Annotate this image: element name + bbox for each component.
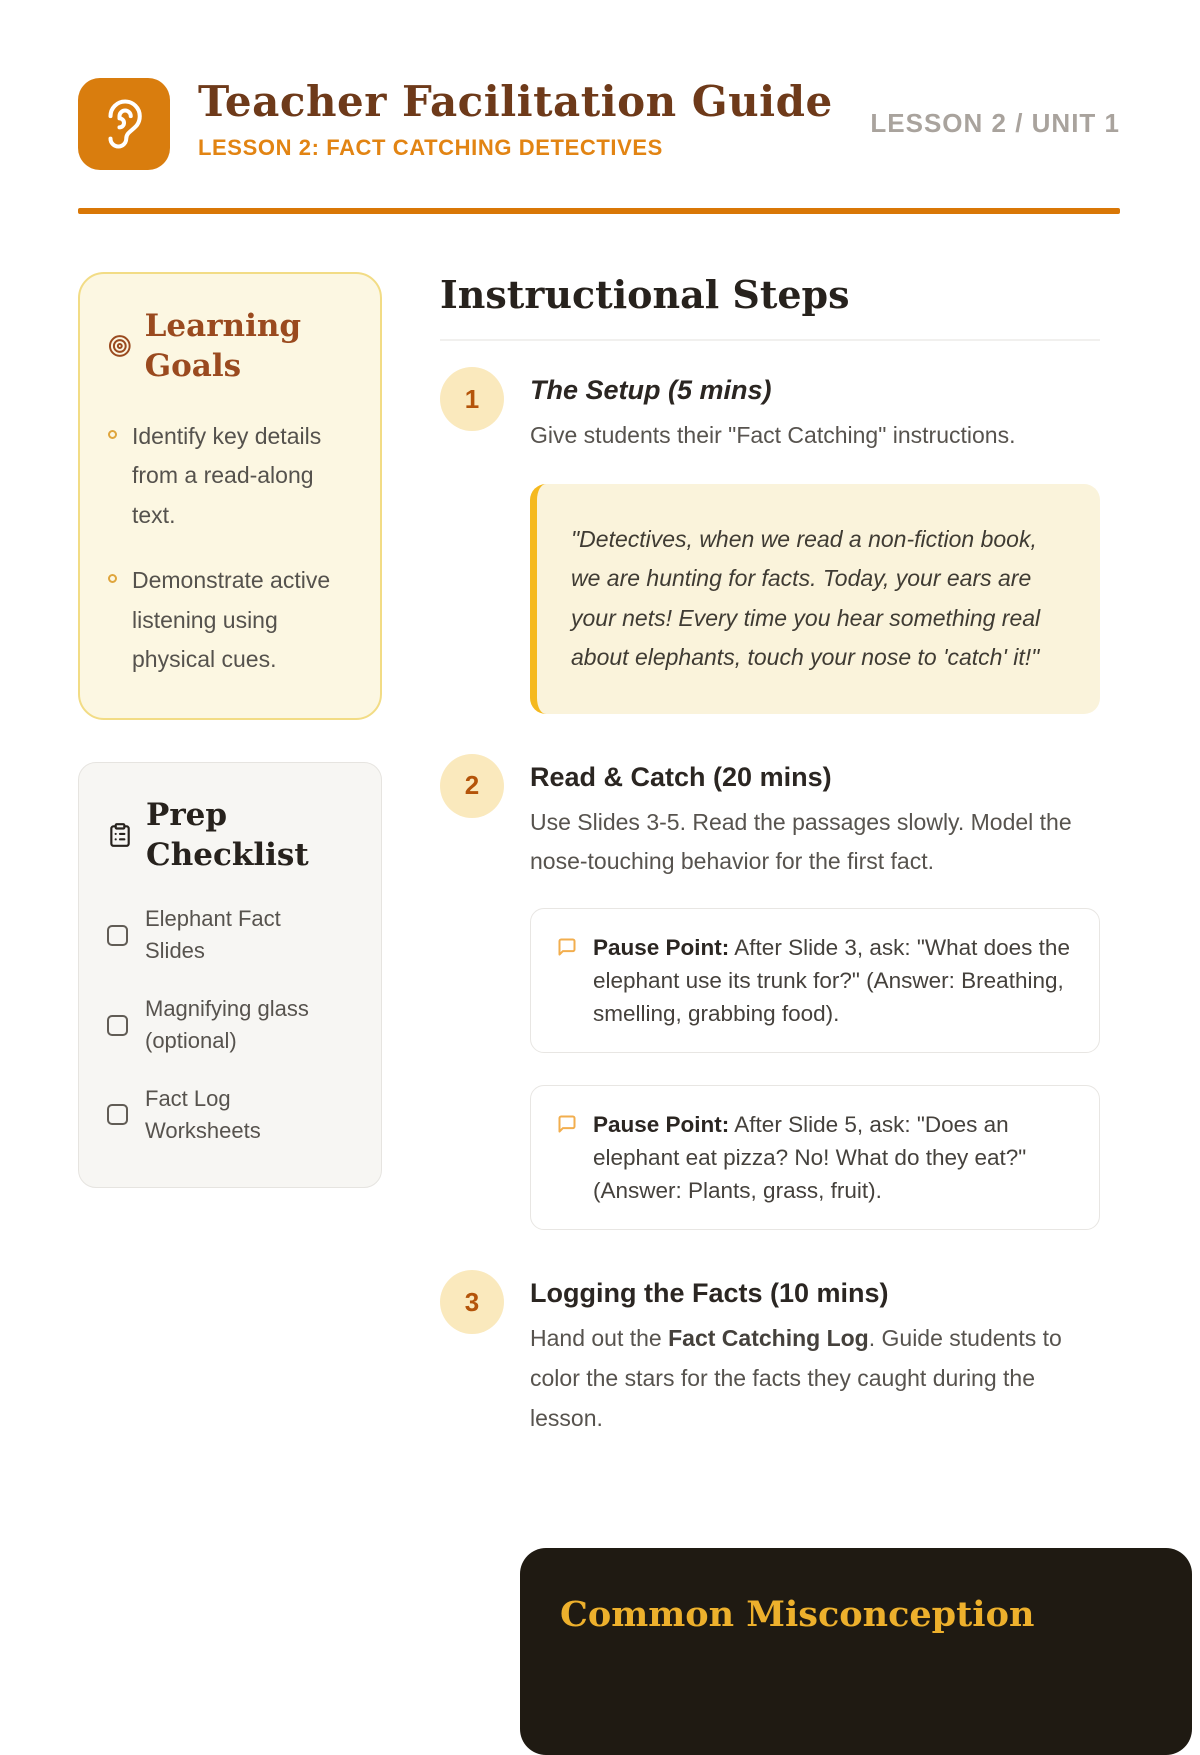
content-layout: [78, 272, 1120, 1478]
target-icon: [108, 331, 132, 361]
step-1: [440, 367, 1100, 714]
step-3: [440, 1270, 1100, 1438]
step-number-badge: 3: [440, 1270, 504, 1334]
step-description: Give students their "Fact Catching" instructions.: [530, 422, 1016, 449]
learning-goals-header: [108, 306, 352, 387]
clipboard-icon: [107, 819, 133, 851]
pause-point-text: After Slide 3, ask: "What does the elephant use its trunk for?" (Answer: Breathing, smelling, grabbing food).: [593, 935, 1070, 1027]
misconception-title: Common Misconception: [560, 1594, 1035, 1636]
pause-point-text-block: [593, 931, 1073, 1030]
pause-point-label: Pause Point:: [593, 935, 730, 961]
sidebar: [78, 272, 382, 1478]
pause-point-text: After Slide 5, ask: "Does an elephant eat pizza? No! What do they eat?" (Answer: Plants, grass, fruit).: [593, 1112, 1027, 1204]
teacher-script-quote: "Detectives, when we read a non-fiction book, we are hunting for facts. Today, your ears are your nets! Every time you hear something real about elephants, touch your nose to 'catch' it!": [530, 484, 1100, 714]
learning-goals-card: [78, 272, 382, 720]
step-3-content: [530, 1270, 1100, 1438]
checkbox[interactable]: [107, 925, 128, 946]
goal-list: [108, 417, 352, 680]
main-content: [440, 272, 1100, 1478]
checklist-item: [107, 1083, 353, 1147]
step-description-suffix: . Guide students to color the stars for the facts they caught during the lesson.: [530, 1325, 1062, 1431]
instructional-steps-heading: Instructional Steps: [440, 272, 1100, 341]
step-description: [530, 1319, 1100, 1438]
step-description: Use Slides 3-5. Read the passages slowly. Model the nose-touching behavior for the first fact.: [530, 808, 1072, 875]
page-subtitle: LESSON 2: FACT CATCHING DETECTIVES: [198, 135, 663, 161]
pause-point-text-block: [593, 1108, 1073, 1207]
checklist-item: [107, 993, 353, 1057]
header: [78, 78, 1120, 170]
step-1-content: [530, 367, 1100, 714]
checkbox[interactable]: [107, 1015, 128, 1036]
goal-text: Demonstrate active listening using physical cues.: [132, 567, 331, 673]
step-title: Read & Catch (20 mins): [530, 761, 832, 792]
checklist-label: Elephant Fact Slides: [145, 906, 281, 964]
pause-point-label: Pause Point:: [593, 1112, 730, 1138]
checklist-label: Magnifying glass (optional): [145, 996, 309, 1054]
lesson-meta: LESSON 2 / UNIT 1: [870, 108, 1120, 138]
step-description-prefix: Hand out the: [530, 1325, 669, 1352]
step-2: [440, 754, 1100, 1231]
pause-point-card: [530, 1085, 1100, 1230]
step-number-badge: 2: [440, 754, 504, 818]
header-text: [198, 78, 833, 161]
checklist-label: Fact Log Worksheets: [145, 1086, 261, 1143]
step-number-badge: 1: [440, 367, 504, 431]
learning-goals-title: Learning Goals: [144, 308, 302, 385]
pause-point-card: [530, 908, 1100, 1053]
speech-bubble-icon: [557, 1114, 577, 1134]
step-title: The Setup (5 mins): [530, 375, 772, 405]
step-description-bold: Fact Catching Log: [668, 1325, 869, 1352]
goal-text: Identify key details from a read-along text.: [132, 422, 322, 528]
prep-checklist-header: [107, 795, 353, 876]
prep-checklist-title: Prep Checklist: [146, 796, 309, 874]
step-2-content: [530, 754, 1100, 1231]
ring-bullet-icon: [108, 574, 117, 583]
speech-bubble-icon: [557, 937, 577, 957]
ear-icon-badge: [78, 78, 170, 170]
goal-item: [108, 417, 352, 536]
ear-icon: [97, 97, 151, 151]
checkbox[interactable]: [107, 1104, 128, 1125]
checklist-item: [107, 903, 353, 967]
goal-item: [108, 561, 352, 680]
step-title: Logging the Facts (10 mins): [530, 1278, 889, 1309]
page-title: Teacher Facilitation Guide: [198, 77, 833, 126]
ring-bullet-icon: [108, 430, 117, 439]
prep-checklist-card: [78, 762, 382, 1188]
header-divider: [78, 208, 1120, 214]
misconception-card: [520, 1548, 1192, 1755]
check-list: [107, 903, 353, 1146]
